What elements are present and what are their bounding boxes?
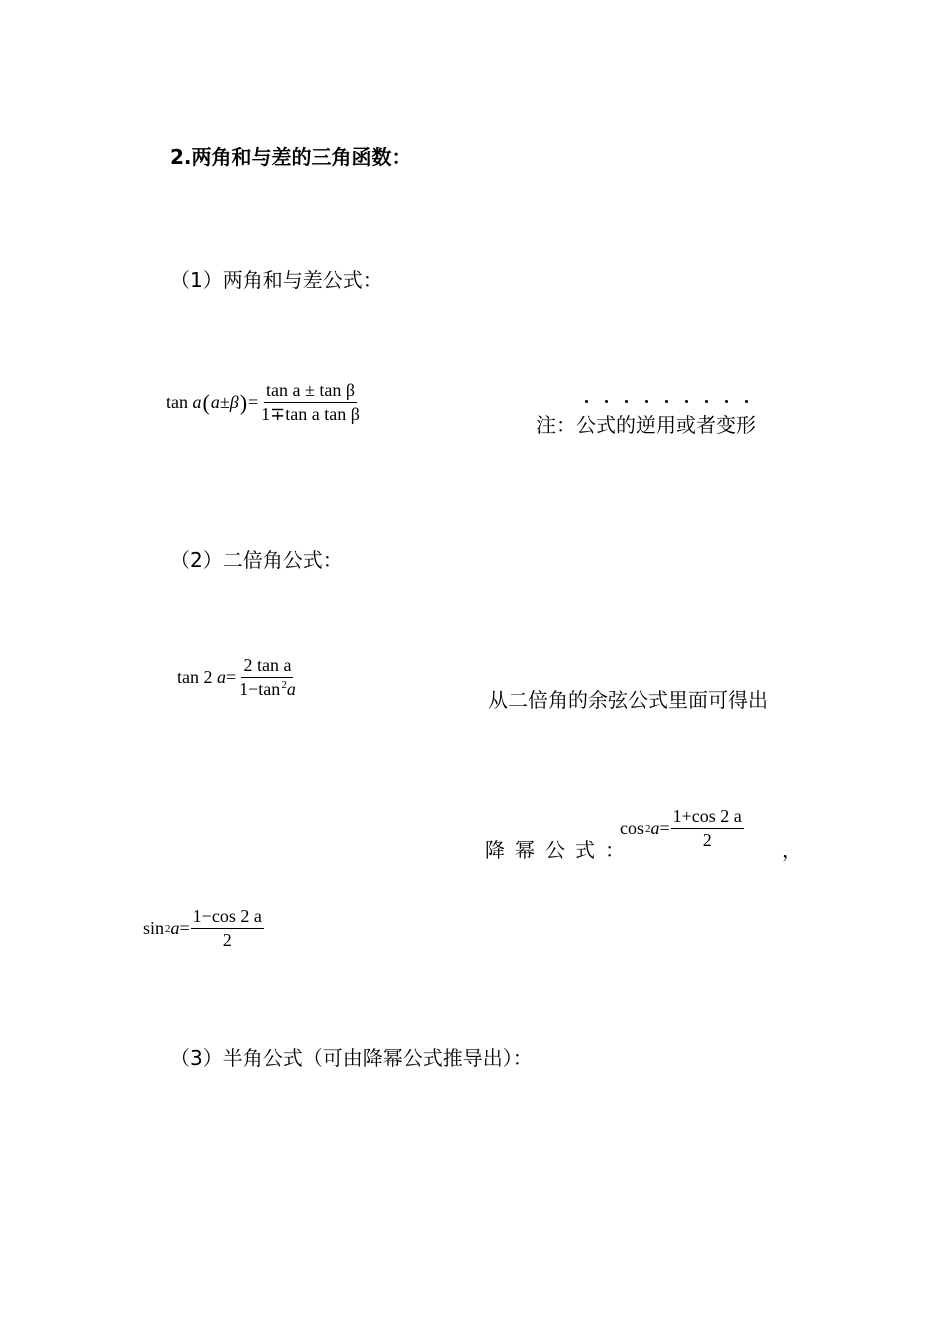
fraction — [237, 655, 298, 700]
fraction-denominator: 1∓tan a tan β — [261, 404, 360, 424]
emphasis-char: 式 — [596, 409, 616, 438]
subsection-heading-half-angle: （3）半角公式（可由降幂公式推导出）： — [170, 1046, 533, 1070]
angle-var: a — [217, 667, 226, 687]
cos-power-reduction-formula — [620, 806, 745, 851]
angle-var: a — [650, 818, 660, 838]
sin-label: sin — [143, 918, 165, 938]
fraction-denominator: 2 — [222, 930, 232, 950]
power-reduction-label: 降幂公式： — [485, 838, 635, 862]
note — [536, 409, 756, 438]
double-angle-remark: 从二倍角的余弦公式里面可得出 — [488, 688, 768, 712]
tan-label: tan — [166, 392, 188, 412]
plus-minus: ± — [219, 392, 230, 412]
angle-beta: β — [229, 392, 239, 412]
den-text: 1−tan — [239, 679, 281, 699]
subsection-heading-double-angle: （2）二倍角公式： — [170, 548, 343, 572]
fraction — [259, 380, 362, 425]
note-emphasis — [576, 413, 756, 437]
emphasis-char: 用 — [656, 409, 676, 438]
emphasis-char: 形 — [736, 409, 756, 438]
emphasis-char: 的 — [616, 409, 636, 438]
section-title: 2.两角和与差的三角函数： — [170, 145, 412, 169]
comma: ， — [782, 838, 802, 862]
angle-var: a — [192, 392, 202, 412]
exponent: 2 — [645, 822, 651, 835]
emphasis-char: 或 — [676, 409, 696, 438]
fraction — [671, 806, 744, 851]
fraction-denominator: 2 — [702, 830, 712, 850]
angle-var: a — [170, 918, 180, 938]
angle-a: a — [210, 392, 220, 412]
exponent: 2 — [165, 922, 171, 935]
fraction-numerator: tan a ± tan β — [264, 380, 357, 403]
equals: = — [179, 918, 190, 938]
emphasis-char: 逆 — [636, 409, 656, 438]
emphasis-char: 者 — [696, 409, 716, 438]
equals: = — [248, 392, 259, 412]
cos-label: cos — [620, 818, 644, 838]
emphasis-char: 公 — [576, 409, 596, 438]
den-exponent: 2 — [281, 679, 287, 691]
note-prefix: 注： — [536, 413, 576, 437]
equals: = — [226, 667, 237, 687]
emphasis-char: 变 — [716, 409, 736, 438]
sin-power-reduction-formula — [143, 906, 265, 951]
den-var: a — [286, 679, 296, 699]
fraction-denominator — [237, 678, 298, 700]
fraction-numerator: 1+cos 2 a — [671, 806, 744, 829]
fraction-numerator: 2 tan a — [241, 655, 293, 678]
fraction-numerator: 1−cos 2 a — [191, 906, 264, 929]
tan2-label: tan 2 — [177, 667, 213, 687]
tan-sum-difference-formula: tan a ( a ± β ) = $\frac{\text{tan a ± tan β}}{\text{1∓tan a tan β}}$ — [166, 380, 360, 424]
fraction — [191, 906, 264, 951]
tan-double-angle-formula — [177, 655, 299, 700]
subsection-heading-sum-difference: （1）两角和与差公式： — [170, 268, 383, 292]
equals: = — [659, 818, 670, 838]
